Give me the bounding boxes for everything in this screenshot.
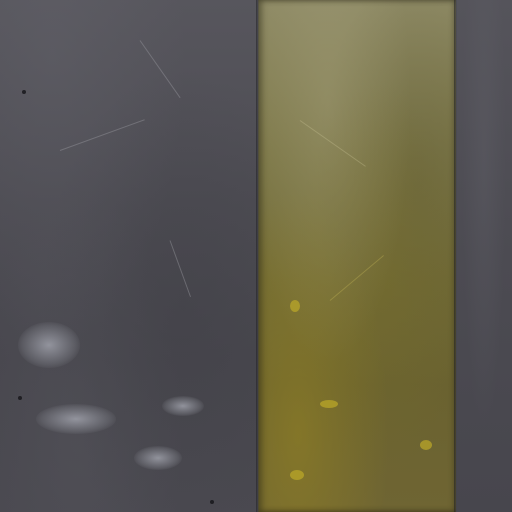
brass-strip — [258, 0, 458, 512]
gold-fleck — [420, 440, 432, 450]
worn-spot — [18, 322, 80, 368]
gray-steel-panel-right — [456, 0, 512, 512]
seam-left — [256, 0, 259, 512]
pit — [210, 500, 214, 504]
gold-fleck — [290, 300, 300, 312]
worn-spot — [134, 446, 182, 470]
worn-spot — [162, 396, 204, 416]
pit — [18, 396, 22, 400]
pit — [22, 90, 26, 94]
gold-fleck — [320, 400, 338, 408]
gold-fleck — [290, 470, 304, 480]
seam-right — [454, 0, 457, 512]
worn-spot — [36, 404, 116, 434]
